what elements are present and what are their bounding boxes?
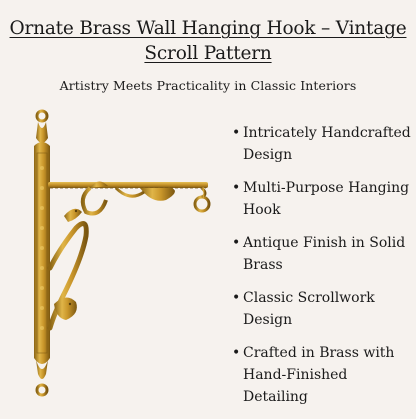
feature-text: Crafted in Brass with Hand-Finished Detailing [243,345,395,405]
list-item [230,232,416,276]
list-item [230,342,416,408]
bullet-icon: • [232,290,241,306]
subtitle: Artistry Meets Practicality in Classic Interiors [59,78,357,93]
bullet-icon: • [232,235,241,251]
bullet-icon: • [232,345,241,361]
page-title [0,16,416,66]
feature-text: Intricately Handcrafted Design [243,125,411,163]
title-text: Ornate Brass Wall Hanging Hook – Vintage Scroll Pattern [9,18,407,64]
feature-list [230,122,416,419]
list-item [230,287,416,331]
bullet-icon: • [232,180,241,196]
list-item [230,177,416,221]
list-item [230,122,416,166]
feature-text: Classic Scrollwork Design [243,290,375,328]
bullet-icon: • [232,125,241,141]
brass-wall-hook-image [20,108,220,408]
feature-text: Multi-Purpose Hanging Hook [243,180,410,218]
feature-text: Antique Finish in Solid Brass [243,235,406,273]
